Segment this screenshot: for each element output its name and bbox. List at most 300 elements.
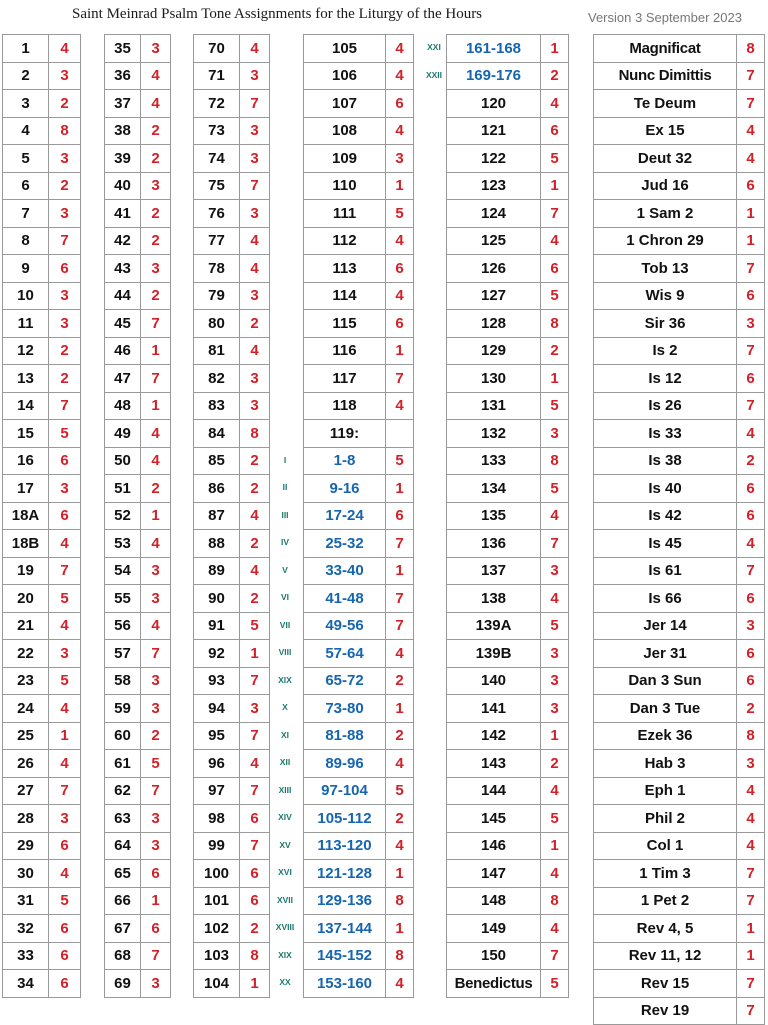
- tone-number: 3: [240, 392, 270, 420]
- table-row: [105, 227, 171, 255]
- psalm-number: 120: [447, 90, 541, 118]
- roman-numeral-label: VII: [279, 619, 291, 630]
- tone-number: 3: [141, 35, 171, 63]
- roman-numeral-label: XIV: [278, 812, 292, 822]
- psalm-number: 49-56: [304, 612, 386, 640]
- table-row: [105, 612, 171, 640]
- tone-number: 4: [386, 227, 414, 255]
- roman-numeral-label: [416, 309, 452, 337]
- psalm-number: 57: [105, 640, 141, 668]
- tone-number: 4: [49, 860, 81, 888]
- psalm-number: Rev 15: [594, 970, 737, 998]
- psalm-number: 119:: [304, 420, 386, 448]
- psalm-number: 146: [447, 832, 541, 860]
- tone-number: 5: [386, 447, 414, 475]
- table-row: [194, 365, 270, 393]
- tone-number: 4: [141, 62, 171, 90]
- psalm-number: 97-104: [304, 777, 386, 805]
- tone-number: 5: [49, 420, 81, 448]
- roman-numeral-label: [267, 364, 303, 392]
- table-row: [447, 200, 569, 228]
- psalm-number: 78: [194, 255, 240, 283]
- psalm-number: 69: [105, 970, 141, 998]
- table-row: [304, 392, 414, 420]
- table-row: [304, 612, 414, 640]
- table-row: [194, 420, 270, 448]
- psalm-number: 139A: [447, 612, 541, 640]
- tone-number: 7: [141, 365, 171, 393]
- table-row: [447, 475, 569, 503]
- tone-number: 3: [541, 640, 569, 668]
- psalm-number: 99: [194, 832, 240, 860]
- tone-number: 2: [386, 722, 414, 750]
- table-row: [194, 392, 270, 420]
- tone-number: 2: [240, 310, 270, 338]
- table-row: [594, 695, 765, 723]
- psalm-number: 64: [105, 832, 141, 860]
- roman-numeral-label: [416, 777, 452, 805]
- psalm-number: 114: [304, 282, 386, 310]
- table-row: [447, 860, 569, 888]
- roman-numeral-label: XIII: [278, 784, 292, 795]
- tone-number: 2: [737, 447, 765, 475]
- psalm-number: 41-48: [304, 585, 386, 613]
- tone-number: 4: [386, 970, 414, 998]
- table-row: [194, 310, 270, 338]
- table-row: [304, 62, 414, 90]
- tone-number: 6: [49, 502, 81, 530]
- table-row: [105, 392, 171, 420]
- psalm-number: 73: [194, 117, 240, 145]
- tone-table-4: [303, 34, 414, 998]
- table-row: [304, 227, 414, 255]
- tone-number: 2: [240, 447, 270, 475]
- tone-number: 8: [49, 117, 81, 145]
- psalm-number: Ex 15: [594, 117, 737, 145]
- tone-number: 8: [737, 35, 765, 63]
- table-row: [594, 227, 765, 255]
- table-row: [3, 915, 81, 943]
- table-row: [194, 117, 270, 145]
- psalm-number: 76: [194, 200, 240, 228]
- table-row: [304, 172, 414, 200]
- table-row: [447, 227, 569, 255]
- table-row: [194, 172, 270, 200]
- psalm-number: Is 12: [594, 365, 737, 393]
- psalm-number: 101: [194, 887, 240, 915]
- psalm-number: 121-128: [304, 860, 386, 888]
- psalm-number: 18A: [3, 502, 49, 530]
- table-row: [105, 915, 171, 943]
- table-row: [594, 310, 765, 338]
- tone-number: 7: [240, 90, 270, 118]
- psalm-number: Dan 3 Sun: [594, 667, 737, 695]
- roman-numeral-label: V: [282, 564, 288, 575]
- tone-number: 1: [386, 915, 414, 943]
- table-row: [3, 145, 81, 173]
- table-row: [194, 585, 270, 613]
- tone-number: 4: [541, 502, 569, 530]
- psalm-number: 61: [105, 750, 141, 778]
- tone-number: 2: [240, 585, 270, 613]
- roman-numeral-label: [267, 254, 303, 282]
- table-row: [105, 420, 171, 448]
- table-row: [105, 310, 171, 338]
- psalm-number: 28: [3, 805, 49, 833]
- tone-number: [386, 420, 414, 448]
- tone-number: 1: [49, 722, 81, 750]
- table-row: [304, 255, 414, 283]
- table-row: [194, 62, 270, 90]
- table-row: [3, 750, 81, 778]
- table-row: [594, 337, 765, 365]
- table-row: [304, 502, 414, 530]
- psalm-number: Is 33: [594, 420, 737, 448]
- tone-number: 4: [386, 640, 414, 668]
- table-row: [447, 942, 569, 970]
- tone-number: 7: [737, 860, 765, 888]
- tone-number: 3: [49, 475, 81, 503]
- roman-numeral-label: [416, 282, 452, 310]
- table-row: [594, 612, 765, 640]
- tone-number: 1: [737, 915, 765, 943]
- table-row: [304, 750, 414, 778]
- tone-number: 7: [240, 832, 270, 860]
- table-row: [447, 612, 569, 640]
- psalm-number: 123: [447, 172, 541, 200]
- psalm-number: 59: [105, 695, 141, 723]
- table-row: [105, 805, 171, 833]
- page-title: Saint Meinrad Psalm Tone Assignments for the Liturgy of the Hours: [72, 6, 483, 22]
- table-row: [194, 90, 270, 118]
- tone-number: 3: [141, 255, 171, 283]
- table-row: [594, 90, 765, 118]
- table-row: [304, 200, 414, 228]
- table-row: [447, 117, 569, 145]
- psalm-number: 48: [105, 392, 141, 420]
- tone-number: 1: [386, 695, 414, 723]
- table-row: [3, 695, 81, 723]
- psalm-number: 89-96: [304, 750, 386, 778]
- roman-numeral-label: XVIII: [275, 922, 295, 932]
- table-row: [304, 420, 414, 448]
- table-row: [304, 310, 414, 338]
- tone-number: 7: [49, 227, 81, 255]
- roman-numeral-label: [416, 969, 452, 997]
- psalm-number: 137: [447, 557, 541, 585]
- tone-number: 4: [141, 612, 171, 640]
- table-row: [594, 557, 765, 585]
- tone-number: 5: [541, 612, 569, 640]
- table-row: [105, 475, 171, 503]
- psalm-number: 81: [194, 337, 240, 365]
- table-row: [447, 887, 569, 915]
- tone-number: 3: [240, 282, 270, 310]
- roman-numeral-label: XIX: [278, 674, 292, 685]
- table-row: [105, 282, 171, 310]
- table-row: [594, 832, 765, 860]
- tone-number: 1: [141, 392, 171, 420]
- table-row: [594, 502, 765, 530]
- table-row: [594, 970, 765, 998]
- table-row: [105, 557, 171, 585]
- psalm-number: 18B: [3, 530, 49, 558]
- tone-number: 3: [240, 200, 270, 228]
- tone-number: 2: [240, 475, 270, 503]
- table-row: [304, 942, 414, 970]
- tone-number: 7: [141, 310, 171, 338]
- tone-number: 4: [737, 117, 765, 145]
- table-row: [105, 90, 171, 118]
- tone-number: 8: [386, 942, 414, 970]
- tone-number: 2: [541, 62, 569, 90]
- table-row: [594, 530, 765, 558]
- table-row: [194, 722, 270, 750]
- table-row: [194, 915, 270, 943]
- psalm-number: 127: [447, 282, 541, 310]
- psalm-number: Is 2: [594, 337, 737, 365]
- table-row: [447, 722, 569, 750]
- psalm-number: Sir 36: [594, 310, 737, 338]
- roman-numeral-label: [267, 199, 303, 227]
- tone-number: 4: [386, 392, 414, 420]
- psalm-number: 70: [194, 35, 240, 63]
- psalm-number: 12: [3, 337, 49, 365]
- tone-number: 8: [541, 887, 569, 915]
- psalm-number: 139B: [447, 640, 541, 668]
- tone-number: 1: [240, 640, 270, 668]
- tone-number: 1: [737, 942, 765, 970]
- psalm-number: 3: [3, 90, 49, 118]
- psalm-number: 117: [304, 365, 386, 393]
- table-row: [447, 282, 569, 310]
- psalm-number: Is 42: [594, 502, 737, 530]
- psalm-number: 138: [447, 585, 541, 613]
- psalm-number: 142: [447, 722, 541, 750]
- table-row: [447, 640, 569, 668]
- tone-number: 4: [49, 35, 81, 63]
- psalm-number: 132: [447, 420, 541, 448]
- table-row: [194, 612, 270, 640]
- roman-numeral-label: [416, 832, 452, 860]
- table-row: [447, 365, 569, 393]
- table-row: [304, 860, 414, 888]
- tone-number: 3: [386, 145, 414, 173]
- tone-number: 3: [240, 695, 270, 723]
- psalm-number: 121: [447, 117, 541, 145]
- psalm-number: 50: [105, 447, 141, 475]
- psalm-number: 43: [105, 255, 141, 283]
- table-row: [447, 585, 569, 613]
- psalm-number: 105-112: [304, 805, 386, 833]
- table-row: [594, 475, 765, 503]
- table-row: [105, 337, 171, 365]
- roman-numeral-label: XX: [279, 977, 291, 987]
- psalm-number: 129: [447, 337, 541, 365]
- tone-number: 8: [541, 447, 569, 475]
- tone-number: 3: [141, 585, 171, 613]
- roman-numeral-label: [416, 887, 452, 915]
- psalm-number: 85: [194, 447, 240, 475]
- tone-number: 4: [737, 777, 765, 805]
- roman-numeral-label: [416, 859, 452, 887]
- roman-numeral-label: VIII: [278, 647, 292, 657]
- psalm-number: 14: [3, 392, 49, 420]
- table-row: [3, 942, 81, 970]
- table-row: [304, 667, 414, 695]
- tone-number: 6: [240, 805, 270, 833]
- table-row: [194, 530, 270, 558]
- tone-number: 6: [386, 502, 414, 530]
- table-row: [304, 970, 414, 998]
- table-row: [594, 915, 765, 943]
- table-row: [594, 145, 765, 173]
- roman-numeral-label: XXII: [425, 69, 443, 80]
- tone-number: 2: [141, 145, 171, 173]
- tone-number: 1: [386, 172, 414, 200]
- table-row: [194, 887, 270, 915]
- psalm-number: 86: [194, 475, 240, 503]
- tone-number: 1: [541, 722, 569, 750]
- roman-numeral-label: [416, 722, 452, 750]
- psalm-number: 41: [105, 200, 141, 228]
- tone-number: 7: [541, 530, 569, 558]
- psalm-number: Ezek 36: [594, 722, 737, 750]
- table-row: [194, 145, 270, 173]
- psalm-number: 25-32: [304, 530, 386, 558]
- table-row: [304, 557, 414, 585]
- tone-number: 7: [737, 62, 765, 90]
- table-row: [3, 227, 81, 255]
- tone-number: 7: [49, 392, 81, 420]
- tone-number: 7: [240, 777, 270, 805]
- table-row: [105, 887, 171, 915]
- table-row: [105, 942, 171, 970]
- roman-numeral-label: [416, 557, 452, 585]
- tone-number: 1: [386, 557, 414, 585]
- psalm-number: 135: [447, 502, 541, 530]
- table-row: [304, 117, 414, 145]
- tone-number: 3: [49, 310, 81, 338]
- psalm-number: Is 26: [594, 392, 737, 420]
- roman-numeral-label: [416, 117, 452, 145]
- table-row: [3, 282, 81, 310]
- table-row: [105, 255, 171, 283]
- table-row: [594, 722, 765, 750]
- tone-number: 3: [737, 750, 765, 778]
- roman-numeral-label: [267, 34, 303, 62]
- table-row: [304, 695, 414, 723]
- tone-number: 4: [240, 502, 270, 530]
- psalm-number: 4: [3, 117, 49, 145]
- table-row: [594, 942, 765, 970]
- table-row: [3, 420, 81, 448]
- table-row: [594, 447, 765, 475]
- tone-number: 7: [141, 640, 171, 668]
- psalm-number: 148: [447, 887, 541, 915]
- psalm-number: 15: [3, 420, 49, 448]
- psalm-number: 27: [3, 777, 49, 805]
- tone-number: 3: [737, 612, 765, 640]
- psalm-number: 94: [194, 695, 240, 723]
- psalm-number: Wis 9: [594, 282, 737, 310]
- tone-number: 3: [49, 640, 81, 668]
- table-row: [194, 640, 270, 668]
- roman-numeral-label: [416, 447, 452, 475]
- psalm-number: 90: [194, 585, 240, 613]
- psalm-number: Is 38: [594, 447, 737, 475]
- table-row: [304, 282, 414, 310]
- psalm-number: 115: [304, 310, 386, 338]
- table-row: [304, 337, 414, 365]
- table-row: [3, 35, 81, 63]
- table-row: [594, 255, 765, 283]
- psalm-number: 47: [105, 365, 141, 393]
- roman-numeral-label: [416, 639, 452, 667]
- table-row: [304, 447, 414, 475]
- psalm-number: 1: [3, 35, 49, 63]
- tone-number: 4: [386, 282, 414, 310]
- table-row: [447, 667, 569, 695]
- table-row: [447, 337, 569, 365]
- tone-number: 2: [240, 530, 270, 558]
- table-row: [194, 777, 270, 805]
- tone-table-5: [446, 34, 569, 998]
- table-row: [3, 475, 81, 503]
- table-row: [194, 475, 270, 503]
- roman-numeral-label: [416, 529, 452, 557]
- psalm-number: 52: [105, 502, 141, 530]
- psalm-number: 57-64: [304, 640, 386, 668]
- tone-number: 7: [541, 200, 569, 228]
- table-row: [447, 777, 569, 805]
- psalm-number: 131: [447, 392, 541, 420]
- psalm-number: 74: [194, 145, 240, 173]
- table-row: [447, 420, 569, 448]
- tone-number: 3: [240, 117, 270, 145]
- psalm-number: 126: [447, 255, 541, 283]
- tone-number: 6: [49, 942, 81, 970]
- psalm-number: 105: [304, 35, 386, 63]
- psalm-number: 141: [447, 695, 541, 723]
- table-row: [447, 530, 569, 558]
- tone-number: 1: [541, 832, 569, 860]
- table-row: [594, 997, 765, 1025]
- tone-number: 5: [541, 282, 569, 310]
- psalm-number: 34: [3, 970, 49, 998]
- tone-number: 4: [240, 227, 270, 255]
- tone-number: 7: [386, 530, 414, 558]
- psalm-number: 23: [3, 667, 49, 695]
- tone-number: 7: [49, 777, 81, 805]
- tone-number: 6: [240, 860, 270, 888]
- psalm-number: 129-136: [304, 887, 386, 915]
- tone-number: 6: [141, 915, 171, 943]
- psalm-number: 17-24: [304, 502, 386, 530]
- psalm-number: 93: [194, 667, 240, 695]
- psalm-number: Deut 32: [594, 145, 737, 173]
- table-row: [194, 447, 270, 475]
- psalm-number: 24: [3, 695, 49, 723]
- tone-number: 1: [386, 337, 414, 365]
- table-row: [194, 695, 270, 723]
- tone-number: 5: [386, 200, 414, 228]
- tone-number: 8: [541, 310, 569, 338]
- tone-number: 5: [541, 805, 569, 833]
- psalm-number: 102: [194, 915, 240, 943]
- table-row: [3, 447, 81, 475]
- psalm-number: 36: [105, 62, 141, 90]
